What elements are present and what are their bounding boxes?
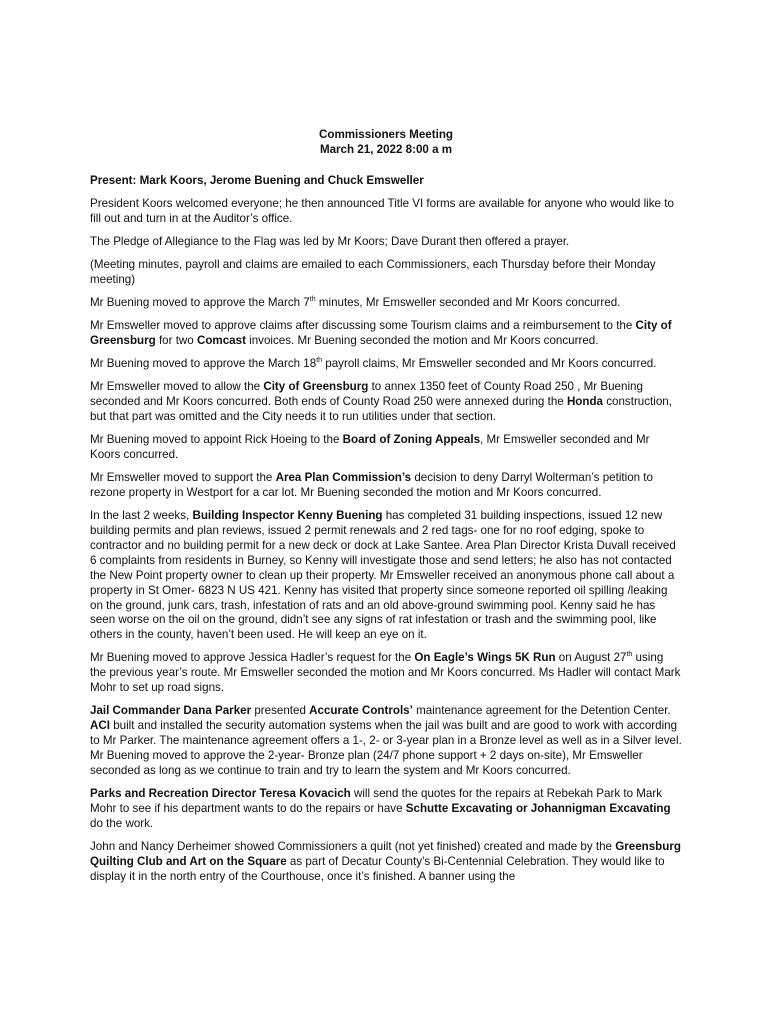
paragraph-jail-maintenance: Jail Commander Dana Parker presented Accurate Controls’ maintenance agreement for the Detention Center. ACI built and installed the security automation systems when the jail was built and are good to work with according to Mr Parker. The maintenance agreement offers a 1-, 2- or 3-year plan in a Bronze level as well as in a Silver level. Mr Buening moved to approve the 2-year- Bronze plan (24/7 phone support + 2 days on-site), Mr Emsweller seconded as long as we continue to train and try to learn the system and Mr Koors concurred. (90, 704, 682, 777)
paragraph-welcome: President Koors welcomed everyone; he then announced Title VI forms are available for anyone who would like to fill out and turn in at the Auditor’s office. (90, 196, 674, 225)
paragraph-payroll: Mr Buening moved to approve the March 18th payroll claims, Mr Emsweller seconded and Mr Koors concurred. (90, 357, 657, 371)
paragraph-minutes-approval: Mr Buening moved to approve the March 7th minutes, Mr Emsweller seconded and Mr Koors concurred. (90, 296, 621, 309)
paragraph-annexation: Mr Emsweller moved to allow the City of Greensburg to annex 1350 feet of County Road 250 , Mr Buening seconded and Mr Koors concurred. Both ends of County Road 250 were annexed during the Honda construction, but that part was omitted and the City needs it to run utilities under that section. (90, 380, 672, 423)
paragraph-area-plan: Mr Emsweller moved to support the Area Plan Commission’s decision to deny Darryl Wolterman’s petition to rezone property in Westport for a car lot. Mr Buening seconded the motion and Mr Koors concurred. (90, 471, 653, 499)
paragraph-pledge: The Pledge of Allegiance to the Flag was led by Mr Koors; Dave Durant then offered a prayer. (90, 234, 570, 248)
attendees-paragraph (90, 174, 682, 189)
meeting-date: March 21, 2022 8:00 a m (319, 142, 453, 156)
paragraph-building-inspector: In the last 2 weeks, Building Inspector Kenny Buening has completed 31 building inspections, issued 12 new building permits and plan reviews, issued 2 permit renewals and 2 red tags- one for no roof edging, spoke to contractor and no building permit for a new deck or dock at Lake Santee. Area Plan Director Krista Duvall received 6 complaints from residents in Burney, so Kenny will investigate those and send letters; he also has not contacted the New Point property owner to clean up their property. Mr Emsweller received an anonymous phone call about a property in St Omer- 6823 N US 421. Kenny has visited that property since someone reported oil spilling /leaking on the ground, junk cars, trash, infestation of rats and an old above-ground swimming pool. Kenny said he has seen worse on the oil on the ground, didn’t see any signs of rat infestation or trash and the swimming pool, like others in the county, haven’t been used. He will keep an eye on it. (90, 509, 676, 642)
paragraph-parks: Parks and Recreation Director Teresa Kovacich will send the quotes for the repairs at Rebekah Park to Mark Mohr to see if his department wants to do the repairs or have Schutte Excavating or Johannigman Excavating do the work. (90, 787, 671, 830)
paragraph-claims: Mr Emsweller moved to approve claims after discussing some Tourism claims and a reimbursement to the City of Greensburg for two Comcast invoices. Mr Buening seconded the motion and Mr Koors concurred. (90, 319, 672, 347)
paragraph-quilt: John and Nancy Derheimer showed Commissioners a quilt (not yet finished) created and made by the Greensburg Quilting Club and Art on the Square as part of Decatur County’s Bi-Centennial Celebration. They would like to display it in the north entry of the Courthouse, once it’s finished. A banner using the (90, 839, 681, 883)
header (90, 128, 682, 158)
paragraph-5k-run: Mr Buening moved to approve Jessica Hadler’s request for the On Eagle’s Wings 5K Run on August 27th using the previous year’s route. Mr Emsweller seconded the motion and Mr Koors concurred. Ms Hadler will contact Mark Mohr to set up road signs. (90, 651, 681, 695)
document-body (90, 128, 682, 893)
attendees-text: Present: Mark Koors, Jerome Buening and Chuck Emsweller (90, 173, 424, 187)
paragraph-minutes-note: (Meeting minutes, payroll and claims are emailed to each Commissioners, each Thursday before their Monday meeting) (90, 258, 656, 286)
paragraph-zoning-appointment: Mr Buening moved to appoint Rick Hoeing to the Board of Zoning Appeals, Mr Emsweller seconded and Mr Koors concurred. (90, 433, 650, 461)
document-title: Commissioners Meeting (318, 128, 453, 141)
